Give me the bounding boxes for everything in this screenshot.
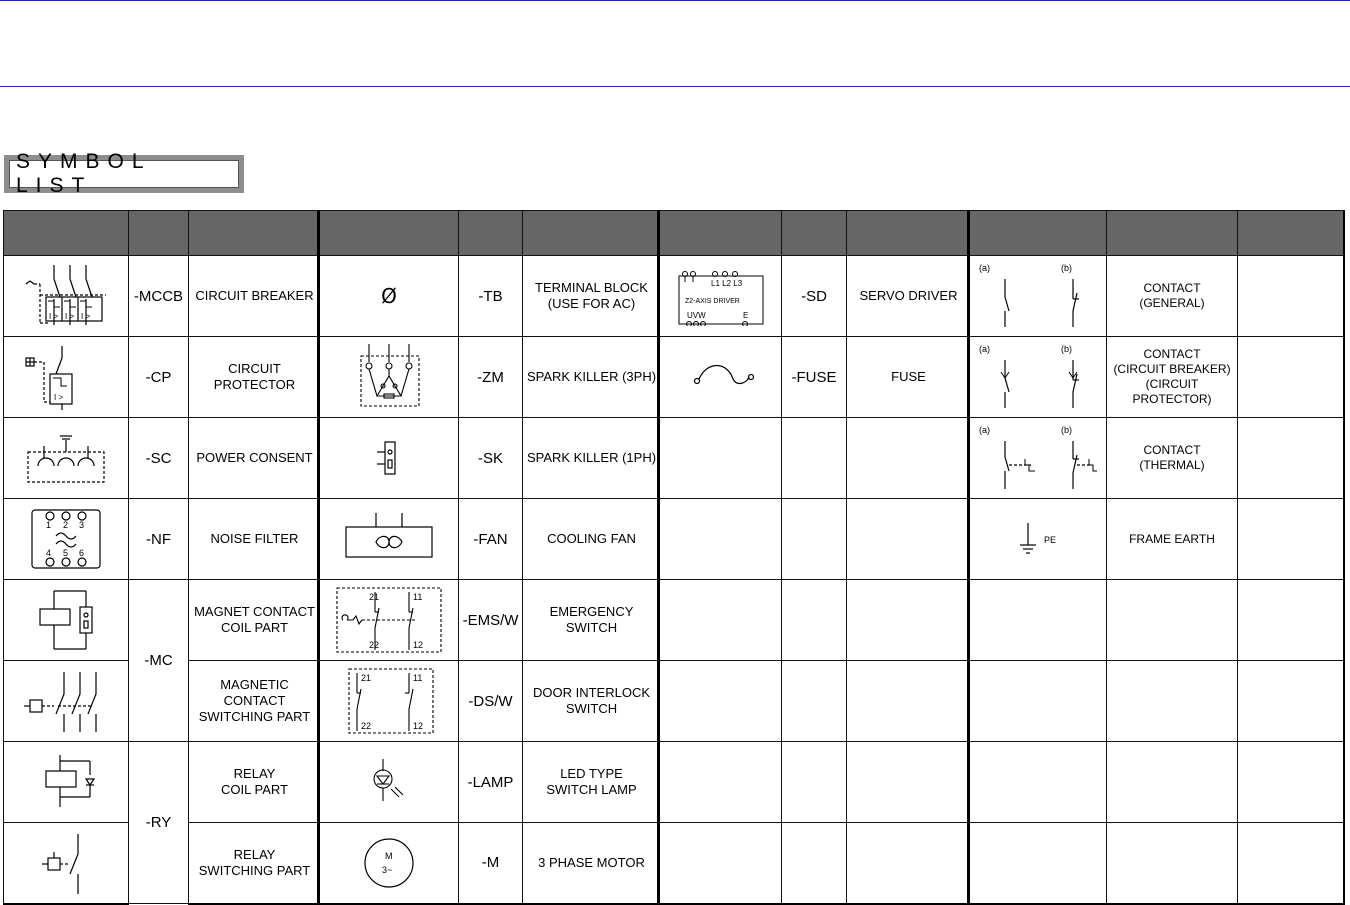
empty-cell: [659, 418, 782, 499]
name-circuit-protector: CIRCUIT PROTECTOR: [189, 337, 319, 418]
name-magnet-contact-coil: [189, 580, 319, 661]
contact-thermal-symbol: [969, 418, 1107, 499]
name-terminal-block: [523, 256, 659, 337]
fuse-symbol: [659, 337, 782, 418]
name-relay-switching: [189, 823, 319, 904]
name-line-2: (CIRCUIT BREAKER): [1113, 362, 1231, 376]
empty-cell: [969, 823, 1107, 904]
ems-terminal-21: 21: [369, 592, 380, 602]
name-emergency-switch: [523, 580, 659, 661]
empty-cell: [659, 661, 782, 742]
header-rule: [0, 86, 1350, 87]
name-line-2: COIL PART: [221, 782, 288, 797]
name-line-2: (GENERAL): [1139, 296, 1205, 310]
spark-killer-3ph-symbol: [319, 337, 459, 418]
name-power-consent: POWER CONSENT: [189, 418, 319, 499]
table-row: [4, 661, 1344, 742]
empty-cell: [782, 661, 847, 742]
nf-terminal-4: 4: [46, 548, 52, 558]
name-line-2: SWITCHING PART: [198, 709, 311, 724]
sd-top-label: L1 L2 L3: [710, 279, 742, 288]
code-lamp: -LAMP: [459, 742, 523, 823]
table-header-row: [4, 211, 1344, 256]
motor-phase-label: 3~: [382, 864, 393, 875]
symbol-list-title-frame: [4, 150, 244, 197]
empty-cell: [659, 580, 782, 661]
name-frame-earth: FRAME EARTH: [1107, 499, 1238, 580]
code-ry: -RY: [129, 742, 189, 904]
empty-cell: [1107, 823, 1238, 904]
svg-text:I >: I >: [65, 312, 75, 321]
code-m: -M: [459, 823, 523, 904]
noise-filter-symbol: [4, 499, 129, 580]
table-row: [4, 823, 1344, 904]
servo-driver-symbol: [659, 256, 782, 337]
top-rule: [0, 0, 1350, 1]
empty-cell: [782, 499, 847, 580]
empty-cell: [659, 742, 782, 823]
table-row: [4, 580, 1344, 661]
svg-text:I >: I >: [49, 312, 59, 321]
empty-cell: [1238, 499, 1344, 580]
name-line-2: SWITCH: [565, 620, 618, 635]
name-line-1: CONTACT: [1143, 443, 1201, 457]
name-fuse: FUSE: [847, 337, 969, 418]
header-cell: [189, 211, 319, 256]
header-cell: [1107, 211, 1238, 256]
code-nf: -NF: [129, 499, 189, 580]
contact-circuit-breaker-symbol: [969, 337, 1107, 418]
ems-terminal-11: 11: [413, 592, 423, 602]
empty-cell: [847, 823, 969, 904]
name-line-2: (USE FOR AC): [547, 296, 636, 311]
name-line-1: CONTACT: [1143, 347, 1201, 361]
name-line-3: (CIRCUIT PROTECTOR): [1132, 377, 1212, 406]
contact-b-label: (b): [1061, 425, 1072, 435]
empty-cell: [1238, 256, 1344, 337]
nf-terminal-6: 6: [79, 548, 85, 558]
relay-switching-symbol: [4, 823, 129, 904]
name-line-1: CONTACT: [1143, 281, 1201, 295]
empty-cell: [1238, 418, 1344, 499]
empty-cell: [847, 418, 969, 499]
motor-symbol: [319, 823, 459, 904]
name-servo-driver: SERVO DRIVER: [847, 256, 969, 337]
power-consent-symbol: [4, 418, 129, 499]
ems-terminal-12: 12: [413, 640, 424, 650]
name-line-1: TERMINAL BLOCK: [535, 280, 648, 295]
ems-terminal-22: 22: [369, 640, 380, 650]
ds-terminal-11: 11: [413, 673, 423, 683]
contact-a-label: (a): [979, 425, 990, 435]
code-tb: -TB: [459, 256, 523, 337]
empty-cell: [969, 661, 1107, 742]
name-line-1: MAGNETIC CONTACT: [220, 677, 289, 708]
empty-cell: [1238, 580, 1344, 661]
empty-cell: [782, 418, 847, 499]
nf-terminal-5: 5: [63, 548, 69, 558]
name-3-phase-motor: 3 PHASE MOTOR: [523, 823, 659, 904]
empty-cell: [782, 823, 847, 904]
empty-cell: [1238, 823, 1344, 904]
empty-cell: [847, 742, 969, 823]
ds-terminal-22: 22: [361, 721, 372, 731]
name-door-interlock: [523, 661, 659, 742]
door-interlock-switch-symbol: [319, 661, 459, 742]
code-mccb: -MCCB: [129, 256, 189, 337]
symbol-table: [3, 210, 1345, 905]
name-cooling-fan: COOLING FAN: [523, 499, 659, 580]
magnet-contact-coil-symbol: [4, 580, 129, 661]
name-line-2: (THERMAL): [1139, 458, 1205, 472]
empty-cell: [782, 742, 847, 823]
name-line-2: SWITCH LAMP: [546, 782, 637, 797]
code-sc: -SC: [129, 418, 189, 499]
contact-b-label: (b): [1061, 263, 1072, 273]
code-zm: -ZM: [459, 337, 523, 418]
contact-general-symbol: [969, 256, 1107, 337]
header-cell: [969, 211, 1107, 256]
empty-cell: [659, 499, 782, 580]
table-row: [4, 499, 1344, 580]
header-cell: [319, 211, 459, 256]
table-row: [4, 742, 1344, 823]
name-line-1: MAGNET CONTACT: [194, 604, 315, 619]
svg-text:I >: I >: [81, 312, 91, 321]
empty-cell: [659, 823, 782, 904]
header-cell: [459, 211, 523, 256]
name-noise-filter: NOISE FILTER: [189, 499, 319, 580]
header-cell: [4, 211, 129, 256]
empty-cell: [1238, 337, 1344, 418]
empty-cell: [847, 499, 969, 580]
emergency-switch-symbol: [319, 580, 459, 661]
spark-killer-1ph-symbol: [319, 418, 459, 499]
name-magnetic-contact-switching: [189, 661, 319, 742]
contact-a-label: (a): [979, 344, 990, 354]
empty-cell: [847, 580, 969, 661]
led-lamp-symbol: [319, 742, 459, 823]
contact-a-label: (a): [979, 263, 990, 273]
table-row: [4, 256, 1344, 337]
magnetic-contact-switching-symbol: [4, 661, 129, 742]
header-cell: [1238, 211, 1344, 256]
header-cell: [847, 211, 969, 256]
empty-cell: [1107, 661, 1238, 742]
sd-bot-left-label: UVW: [686, 311, 706, 320]
empty-cell: [969, 580, 1107, 661]
header-cell: [523, 211, 659, 256]
header-cell: [129, 211, 189, 256]
svg-text:I >: I >: [54, 393, 64, 402]
code-sd: -SD: [782, 256, 847, 337]
name-contact-general: [1107, 256, 1238, 337]
pe-label: PE: [1044, 535, 1057, 545]
circuit-protector-symbol: [4, 337, 129, 418]
name-line-2: SWITCHING PART: [198, 862, 311, 878]
empty-cell: [1107, 742, 1238, 823]
header-cell: [659, 211, 782, 256]
code-ds: -DS/W: [459, 661, 523, 742]
name-contact-thermal: [1107, 418, 1238, 499]
frame-earth-symbol: [969, 499, 1107, 580]
code-fuse: -FUSE: [782, 337, 847, 418]
name-line-1: RELAY: [233, 766, 276, 781]
name-line-1: DOOR INTERLOCK: [532, 685, 650, 700]
empty-cell: [1238, 661, 1344, 742]
ds-terminal-21: 21: [361, 673, 372, 683]
table-row: [4, 418, 1344, 499]
nf-terminal-2: 2: [63, 520, 69, 530]
name-led-lamp: [523, 742, 659, 823]
contact-b-label: (b): [1061, 344, 1072, 354]
cooling-fan-symbol: [319, 499, 459, 580]
name-line-2: COIL PART: [221, 620, 288, 635]
name-spark-killer-3ph: SPARK KILLER (3PH): [523, 337, 659, 418]
sd-mid-label: Z2-AXIS DRIVER: [684, 298, 740, 305]
empty-cell: [847, 661, 969, 742]
code-ems: -EMS/W: [459, 580, 523, 661]
table-row: [4, 337, 1344, 418]
terminal-block-symbol: [319, 256, 459, 337]
empty-cell: [782, 580, 847, 661]
name-line-2: SWITCH: [565, 701, 618, 716]
ds-terminal-12: 12: [413, 721, 424, 731]
name-line-1: EMERGENCY: [549, 604, 634, 619]
circuit-breaker-symbol: [4, 256, 129, 337]
code-fan: -FAN: [459, 499, 523, 580]
name-contact-circuit-breaker: [1107, 337, 1238, 418]
name-spark-killer-1ph: SPARK KILLER (1PH): [523, 418, 659, 499]
name-line-1: LED TYPE: [560, 766, 623, 781]
empty-cell: [1238, 742, 1344, 823]
nf-terminal-3: 3: [79, 520, 85, 530]
name-circuit-breaker: CIRCUIT BREAKER: [189, 256, 319, 337]
code-mc: -MC: [129, 580, 189, 742]
code-sk: -SK: [459, 418, 523, 499]
terminal-block-glyph: Ø: [381, 284, 397, 308]
nf-terminal-1: 1: [46, 520, 52, 530]
relay-coil-symbol: [4, 742, 129, 823]
empty-cell: [1107, 580, 1238, 661]
name-relay-coil: [189, 742, 319, 823]
sd-bot-right-label: E: [742, 311, 748, 320]
symbol-list-title: SYMBOL LIST: [9, 160, 239, 188]
motor-m-label: M: [385, 850, 393, 861]
code-cp: -CP: [129, 337, 189, 418]
name-line-1: RELAY: [233, 846, 276, 862]
header-cell: [782, 211, 847, 256]
empty-cell: [969, 742, 1107, 823]
